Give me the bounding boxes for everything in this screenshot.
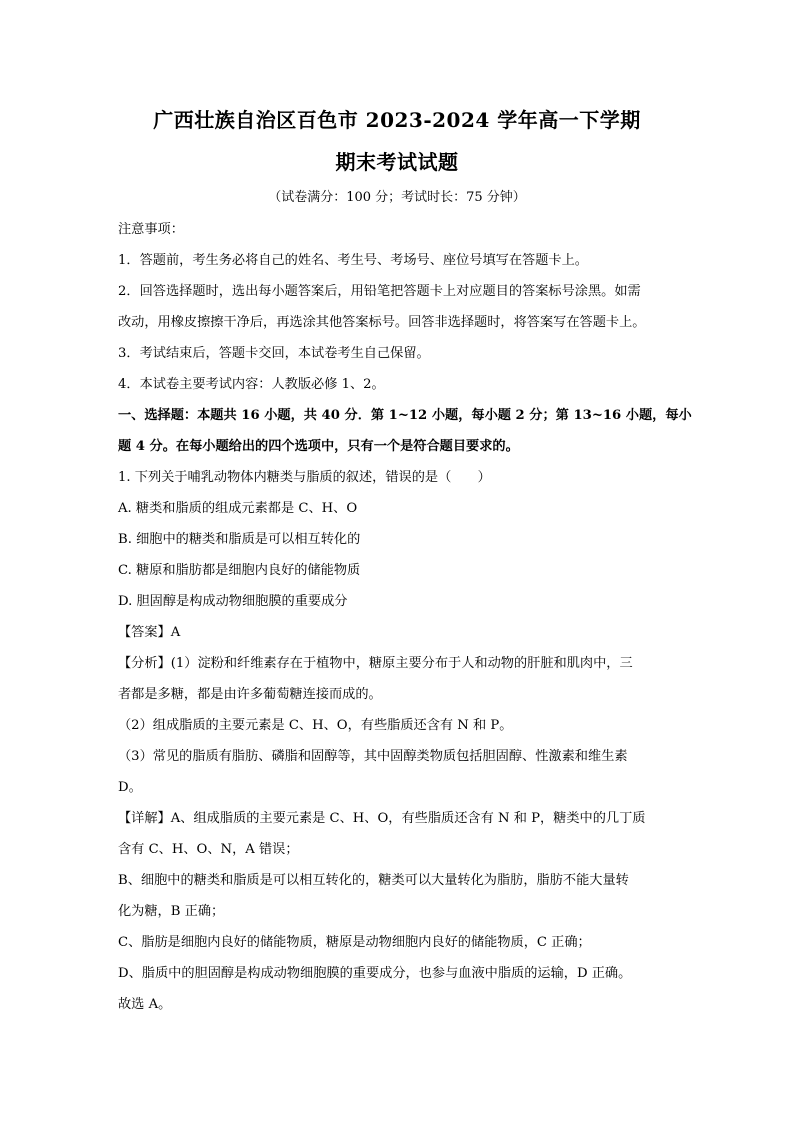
detail-line: 化为糖，B 正确； xyxy=(118,904,225,919)
document-title-line2: 期末考试试题 xyxy=(335,150,459,174)
notice-heading: 注意事项： xyxy=(118,222,184,237)
detail-line: C、脂肪是细胞内良好的储能物质，糖原是动物细胞内良好的储能物质，C 正确； xyxy=(118,935,591,950)
detail-line: B、细胞中的糖类和脂质是可以相互转化的，糖类可以大量转化为脂肪，脂肪不能大量转 xyxy=(118,873,629,888)
option-b: B. 细胞中的糖类和脂质是可以相互转化的 xyxy=(118,532,361,547)
document-body xyxy=(118,214,690,1020)
document-title-line1: 广西壮族自治区百色市 2023-2024 学年高一下学期 xyxy=(153,108,641,132)
option-d: D. 胆固醇是构成动物细胞膜的重要成分 xyxy=(118,594,348,609)
exam-info: （试卷满分：100 分；考试时长：75 分钟） xyxy=(268,190,526,205)
detail-line: D、脂质中的胆固醇是构成动物细胞膜的重要成分，也参与血液中脂质的运输，D 正确。 xyxy=(118,966,632,981)
notice-item-4: 4．本试卷主要考试内容：人教版必修 1、2。 xyxy=(118,377,385,392)
section-heading: 一、选择题：本题共 16 小题，共 40 分．第 1~12 小题，每小题 2 分；第 13~16 小题，每小 xyxy=(118,408,692,423)
detail-line: 故选 A。 xyxy=(118,997,172,1012)
notice-item-2: 2．回答选择题时，选出每小题答案后，用铅笔把答题卡上对应题目的答案标号涂黑。如需 xyxy=(118,284,641,299)
analysis-line: （2）组成脂质的主要元素是 C、H、O，有些脂质还含有 N 和 P。 xyxy=(118,718,513,733)
analysis-line: （3）常见的脂质有脂肪、磷脂和固醇等，其中固醇类物质包括胆固醇、性激素和维生素 xyxy=(118,749,628,764)
option-a: A. 糖类和脂质的组成元素都是 C、H、O xyxy=(118,501,358,516)
analysis-line: 【分析】(1）淀粉和纤维素存在于植物中，糖原主要分布于人和动物的肝脏和肌肉中，三 xyxy=(118,656,633,671)
detail-line: 含有 C、H、O、N，A 错误； xyxy=(118,842,299,857)
notice-item-1: 1．答题前，考生务必将自己的姓名、考生号、考场号、座位号填写在答题卡上。 xyxy=(118,253,588,268)
section-heading-cont: 题 4 分。在每小题给出的四个选项中，只有一个是符合题目要求的。 xyxy=(118,439,519,454)
notice-item-2-cont: 改动，用橡皮擦擦干净后，再选涂其他答案标号。回答非选择题时，将答案写在答题卡上。 xyxy=(118,315,646,330)
notice-item-3: 3．考试结束后，答题卡交回，本试卷考生自己保留。 xyxy=(118,346,430,361)
option-c: C. 糖原和脂肪都是细胞内良好的储能物质 xyxy=(118,563,361,578)
question-stem: 1. 下列关于哺乳动物体内糖类与脂质的叙述，错误的是（ ） xyxy=(118,470,491,485)
detail-line: 【详解】A、组成脂质的主要元素是 C、H、O，有些脂质还含有 N 和 P，糖类中的几丁质 xyxy=(118,811,646,826)
answer: 【答案】A xyxy=(118,625,181,640)
analysis-line: 者都是多糖，都是由许多葡萄糖连接而成的。 xyxy=(118,687,382,702)
analysis-line: D。 xyxy=(118,780,142,795)
